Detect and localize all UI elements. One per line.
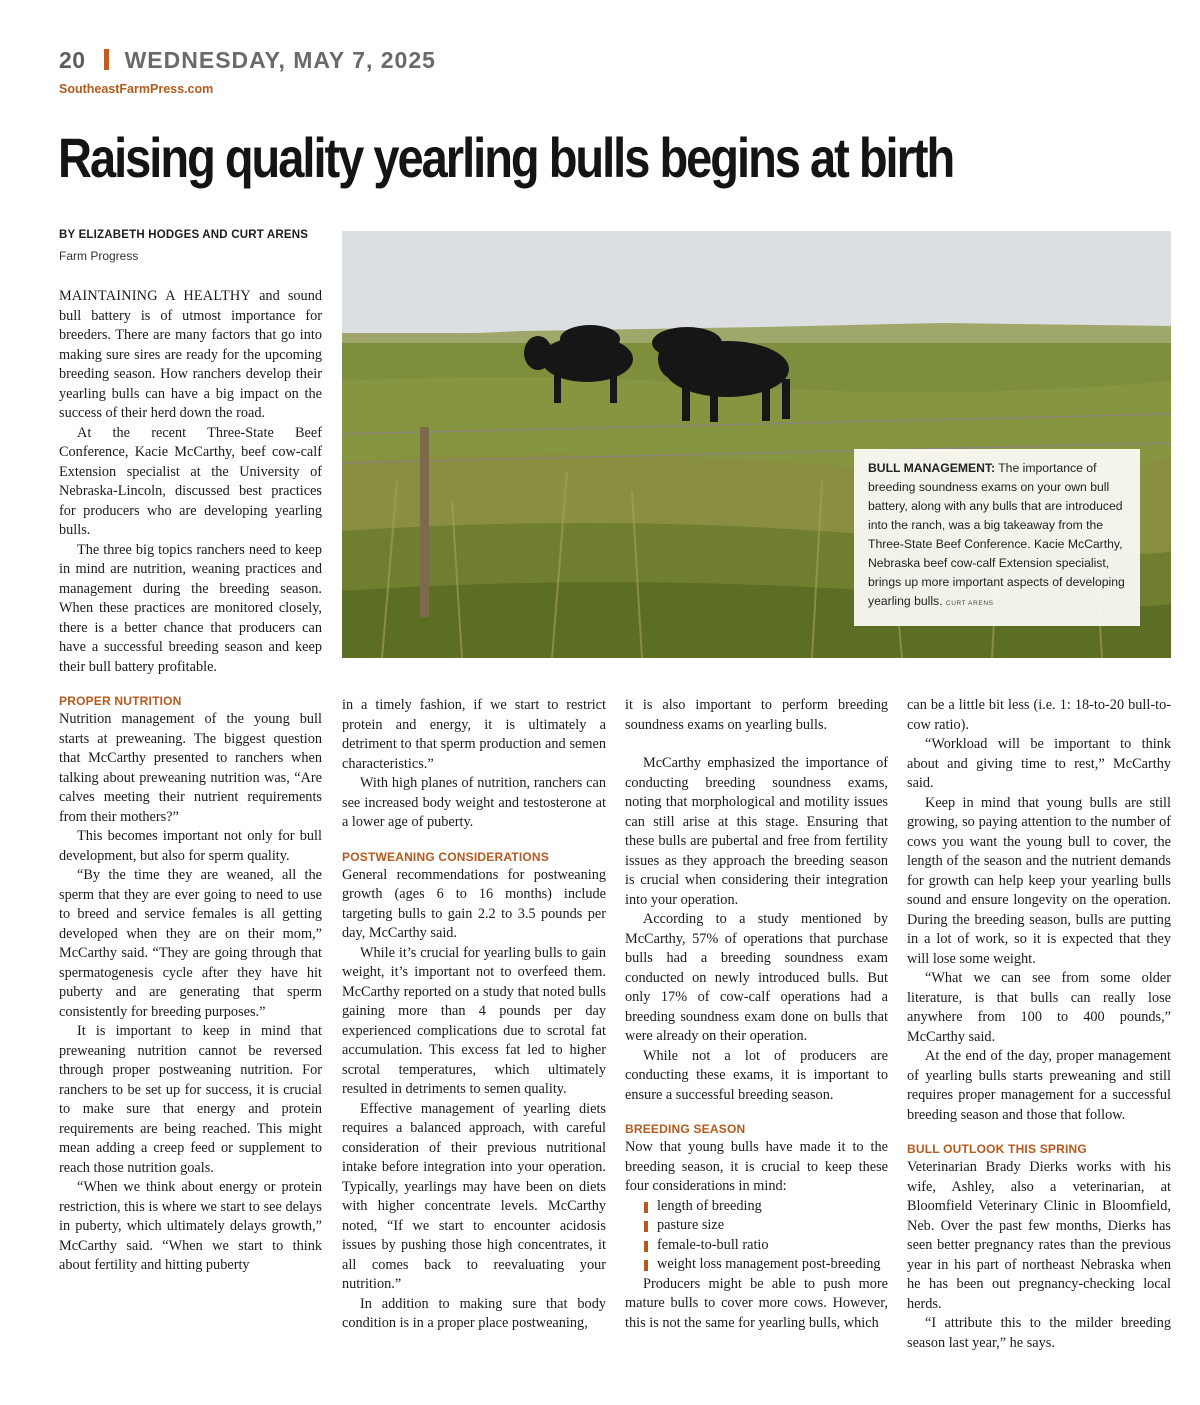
bullet-marker [644,1221,648,1232]
paragraph: Veterinarian Brady Dierks works with his wife, Ashley, also a veterinarian, at Bloomfield Veterinary Clinic in Bloomfield, Neb. Over the past few months, Dierks has seen better pregnancy rates than the previous year in his part of northeast Nebraska when he has been out pregnancy-checking local herds. [907,1159,1171,1312]
subhead: BULL OUTLOOK THIS SPRING [907,1142,1087,1156]
considerations-list [625,1197,888,1275]
paragraph: MAINTAINING A HEALTHY and sound bull battery is of utmost importance for breeders. There are many factors that go into making sure sires are ready for the upcoming breeding season. How ranchers develop their yearling bulls can have a big impact on the success of their herd down the road. [59,288,323,421]
bullet-marker [644,1260,648,1271]
paragraph: it is also important to perform breeding soundness exams on yearling bulls. [625,697,888,733]
column-2 [342,696,606,1334]
column-1 [59,287,322,1276]
list-item: female-to-bull ratio [625,1236,888,1256]
caption-text: The importance of breeding soundness exams on your own bull battery, along with any bulls that are introduced into the ranch, was a big takeaway from the Three-State Beef Conference. Kacie McCarthy, Nebraska beef cow-calf Extension specialist, brings up more important aspects of developing yearling bulls. [868,461,1125,608]
headline: Raising quality yearling bulls begins at birth [58,126,954,189]
paragraph: General recommendations for postweaning growth (ages 6 to 16 months) include targeting bulls to gain 2.2 to 3.5 pounds per day, McCarthy said. [342,866,606,941]
column-3 [625,696,888,1333]
caption-lead: BULL MANAGEMENT: [868,461,996,475]
paragraph: In addition to making sure that body condition is in a proper place postweaning, [342,1295,606,1331]
spacer [625,735,888,754]
paragraph: “By the time they are weaned, all the sperm that they are ever going to need to use to breed and service females is all getting developed when they are on their mom,” McCarthy said. “They are going through that spermatogenesis cycle after they have hit puberty and are generating that sperm consistently for breeding purposes.” [59,867,322,1020]
paragraph: McCarthy emphasized the importance of conducting breeding soundness exams, noting that morphological and motility issues can still arise at this stage. Ensuring that these bulls are pubertal and free from fertility issues as they approach the breeding season is crucial when considering their integration into your operation. [625,755,888,908]
paragraph: Producers might be able to push more mature bulls to cover more cows. However, this is not the same for yearling bulls, which [625,1275,888,1331]
byline-source: Farm Progress [59,249,139,263]
list-item: pasture size [625,1216,888,1236]
page-number: 20 [59,47,86,73]
paragraph: “Workload will be important to think about and giving time to rest,” McCarthy said. [907,736,1171,791]
bullet-marker [644,1241,648,1252]
paragraph: “I attribute this to the milder breeding season last year,” he says. [907,1315,1171,1351]
list-item: length of breeding [625,1197,888,1217]
paragraph: While it’s crucial for yearling bulls to gain weight, it’s important not to overfeed them. McCarthy reported on a study that noted bulls gaining more than 4 pounds per day experienced complications due to scrotal fat accumulation. This excess fat led to higher scrotal temperatures, which ultimately resulted in detriments to semen quality. [342,944,606,1097]
paragraph: At the recent Three-State Beef Conference, Kacie McCarthy, beef cow-calf Extension specialist at the University of Nebraska-Lincoln, discussed best practices for producers who are developing yearling bulls. [59,424,322,538]
page-header [59,47,436,74]
paragraph: Effective management of yearling diets requires a balanced approach, with careful consideration of their previous nutritional intake before integration into your operation. Typically, yearlings may have been on diets with higher concentrate levels. McCarthy noted, “If we start to encounter acidosis issues by pushing those high concentrates, it all comes back to reevaluating your nutrition.” [342,1100,606,1292]
subhead: BREEDING SEASON [625,1122,746,1136]
header-divider [104,49,109,70]
subhead: POSTWEANING CONSIDERATIONS [342,849,549,864]
list-item: weight loss management post-breeding [625,1255,888,1275]
subhead: PROPER NUTRITION [59,694,182,708]
site-name[interactable]: SoutheastFarmPress.com [59,82,214,96]
paragraph: At the end of the day, proper management of yearling bulls starts preweaning and still requires proper management for a successful breeding season and those that follow. [907,1048,1171,1123]
lead-in: MAINTAINING A HEALTHY [59,288,251,304]
photo-credit: CURT ARENS [945,600,994,607]
issue-date: WEDNESDAY, MAY 7, 2025 [124,47,436,73]
paragraph: It is important to keep in mind that preweaning nutrition cannot be reversed through proper postweaning nutrition. For ranchers to be set up for success, it is crucial to make sure that energy and protein requirements are being reached. This might mean adding a creep feed or supplement to reach those nutrition goals. [59,1023,322,1176]
paragraph: This becomes important not only for bull development, but also for sperm quality. [59,828,322,864]
paragraph: Keep in mind that young bulls are still growing, so paying attention to the number of cows you want the young bull to cover, the length of the season and the nutrient demands for growth can help keep your yearling bulls sound and ensure longevity on the operation. During the breeding season, bulls are putting in a lot of work, so it is expected that they will lose some weight. [907,794,1171,967]
photo-caption [854,449,1140,626]
paragraph: Nutrition management of the young bull starts at preweaning. The biggest question that McCarthy presented to ranchers when talking about preweaning nutrition was, “Are calves meeting their nutrient requirements from their mothers?” [59,711,322,825]
bullet-marker [644,1202,648,1213]
paragraph: in a timely fashion, if we start to restrict protein and energy, it is ultimately a detriment to that sperm production and semen characteristics.” [342,697,606,772]
paragraph: While not a lot of producers are conducting these exams, it is important to ensure a successful breeding season. [625,1047,888,1103]
paragraph: According to a study mentioned by McCarthy, 57% of operations that purchase bulls had a breeding soundness exam conducted on newly introduced bulls. But only 17% of cow-calf operations had a breeding soundness exam done on bulls that were already on their operation. [625,911,888,1044]
paragraph: “What we can see from some older literature, is that bulls can really lose anywhere from 100 to 400 pounds,” McCarthy said. [907,970,1171,1045]
paragraph: With high planes of nutrition, ranchers can see increased body weight and testosterone at a lower age of puberty. [342,775,606,830]
column-4 [907,696,1171,1353]
byline: BY ELIZABETH HODGES AND CURT ARENS [59,229,309,241]
paragraph: The three big topics ranchers need to keep in mind are nutrition, weaning practices and management during the breeding season. When these practices are monitored closely, there is a better chance that producers can have a successful breeding season and keep their bull battery profitable. [59,541,322,675]
paragraph: can be a little bit less (i.e. 1: 18-to-20 bull-to-cow ratio). [907,697,1171,733]
paragraph: Now that young bulls have made it to the breeding season, it is crucial to keep these four considerations in mind: [625,1139,888,1194]
paragraph: “When we think about energy or protein restriction, this is where we start to see delays in puberty, which ultimately delays growth,” McCarthy said. “When we start to think about fertility and hitting puberty [59,1179,322,1273]
